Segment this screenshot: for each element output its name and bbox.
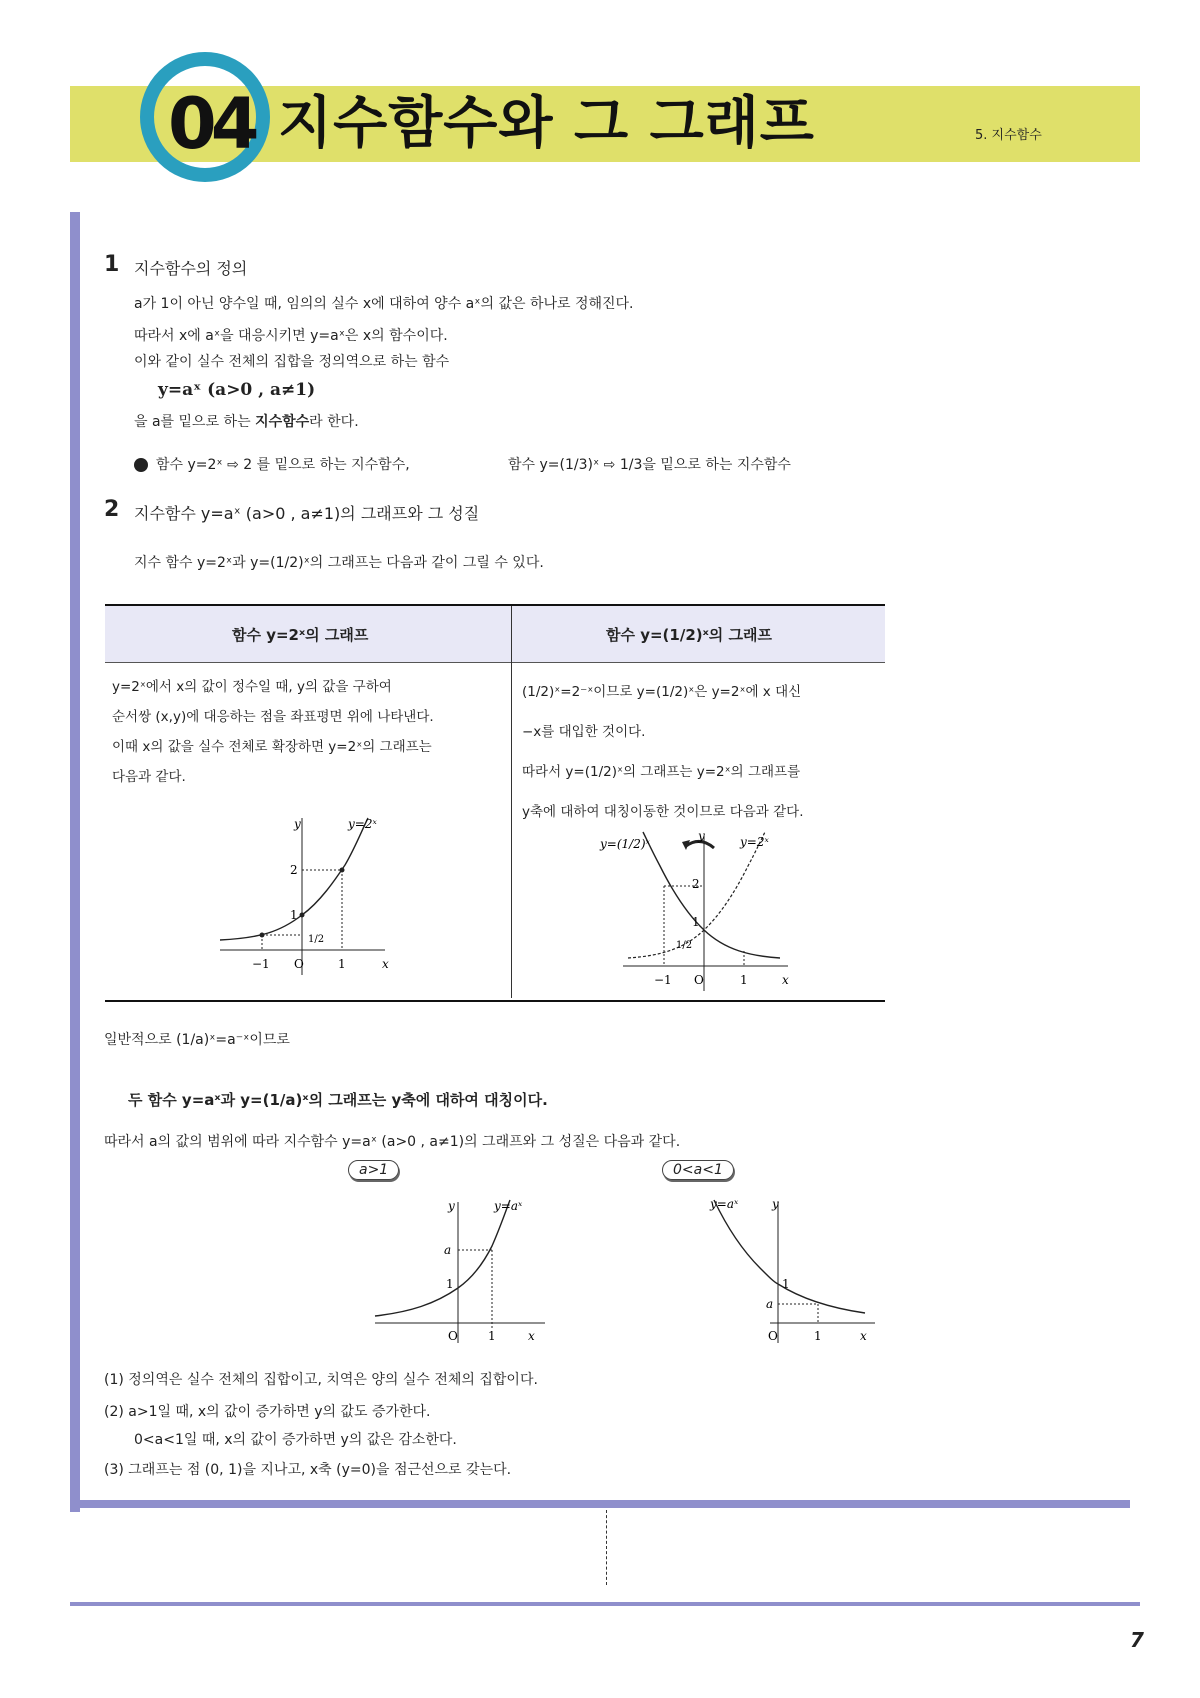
origin: O [768,1329,778,1343]
graph-a-less-1 [700,1188,880,1348]
chapter-number: 04 [168,83,254,165]
section2-number: 2 [104,497,120,522]
graph-half-to-x [598,826,798,996]
property-2: (2) a>1일 때, x의 값이 증가하면 y의 값도 증가한다. [104,1404,431,1420]
left-line: 다음과 같다. [112,769,186,785]
tick-y1: 1 [692,915,700,929]
section1-line4 [134,412,359,432]
tick-1: 1 [782,1277,790,1291]
example-part2: 함수 y=(1/3)ˣ ⇨ 1/3을 밑으로 하는 지수함수 [508,457,791,473]
graph-table-divider [511,606,512,998]
tick-y2: 2 [692,877,700,891]
bottom-margin-bar [70,1500,1130,1508]
tick-half: 1/2 [308,934,325,945]
point-0 [300,913,305,918]
tick-y2: 2 [290,863,298,877]
curve-a-to-x [375,1200,510,1316]
tick-xneg: −1 [654,973,672,987]
left-line: 순서쌍 (x,y)에 대응하는 점을 좌표평면 위에 나타낸다. [112,709,434,725]
y-axis-label: y [698,829,705,843]
section2-intro: 지수 함수 y=2ˣ과 y=(1/2)ˣ의 그래프는 다음과 같이 그릴 수 있다. [134,555,544,571]
example-part1: 함수 y=2ˣ ⇨ 2 를 밑으로 하는 지수함수, [156,457,410,473]
section1-line3: 이와 같이 실수 전체의 집합을 정의역으로 하는 함수 [134,354,450,370]
origin: O [448,1329,458,1343]
curve-label: y=aˣ [710,1197,739,1211]
section2-title: 지수함수 y=aˣ (a>0 , a≠1)의 그래프와 그 성질 [134,504,480,523]
general-line1: 일반적으로 (1/a)ˣ=a⁻ˣ이므로 [104,1032,290,1048]
curve-label: y=2ˣ [348,817,377,831]
example-bullet-icon [134,458,148,472]
center-dashed-line [606,1510,607,1585]
case-label-a-gt-1: a>1 [348,1160,399,1180]
tick-a: a [766,1297,774,1311]
curve-label: y=aˣ [494,1199,523,1213]
section1-number: 1 [104,252,120,277]
right-line: −x를 대입한 것이다. [522,724,646,740]
general-bold-statement: 두 함수 y=aˣ과 y=(1/a)ˣ의 그래프는 y축에 대하여 대칭이다. [128,1091,548,1109]
line4-bold: 지수함수 [255,414,310,430]
section1-title: 지수함수의 정의 [134,259,248,278]
right-line: 따라서 y=(1/2)ˣ의 그래프는 y=2ˣ의 그래프를 [522,764,801,780]
tick-x1: 1 [740,973,748,987]
section1-line1: a가 1이 아닌 양수일 때, 임의의 실수 x에 대하여 양수 aˣ의 값은 하나로 정해진다. [134,296,634,312]
tick-y1: 1 [290,908,298,922]
tick-x1: 1 [338,957,346,971]
tick-x1: 1 [488,1329,496,1343]
point-neg1 [260,933,265,938]
curve-a-to-x [714,1200,865,1313]
x-axis-label: x [782,973,789,987]
property-3: (3) 그래프는 점 (0, 1)을 지나고, x축 (y=0)을 점근선으로 갖는다. [104,1462,512,1478]
tick-half: 1/2 [676,940,693,951]
table-right-text [522,672,804,832]
line4-pre: 을 a를 밑으로 하는 [134,414,256,430]
tick-x1: 1 [814,1329,822,1343]
left-line: y=2ˣ에서 x의 값이 정수일 때, y의 값을 구하여 [112,679,392,695]
property-1: (1) 정의역은 실수 전체의 집합이고, 치역은 양의 실수 전체의 집합이다. [104,1372,538,1388]
graph-a-greater-1 [370,1188,560,1348]
y-axis-label: y [772,1197,779,1211]
origin: O [694,973,704,987]
x-axis-label: x [382,957,389,971]
x-axis-label: x [860,1329,867,1343]
y-axis-label: y [294,817,301,831]
y-axis-label: y [448,1199,455,1213]
origin: O [294,957,304,971]
right-line: (1/2)ˣ=2⁻ˣ이므로 y=(1/2)ˣ은 y=2ˣ에 x 대신 [522,684,802,700]
point-1 [340,868,345,873]
curve-right-label: y=2ˣ [740,835,769,849]
tick-xneg: −1 [252,957,270,971]
table-head-left: 함수 y=2ˣ의 그래프 [232,626,369,644]
section-label: 5. 지수함수 [975,128,1042,143]
x-axis-label: x [528,1329,535,1343]
table-left-text [112,672,434,792]
definition-formula: y=aˣ (a>0 , a≠1) [158,380,316,400]
left-line: 이때 x의 값을 실수 전체로 확장하면 y=2ˣ의 그래프는 [112,739,432,755]
right-line: y축에 대하여 대칭이동한 것이므로 다음과 같다. [522,804,804,820]
table-head-right: 함수 y=(1/2)ˣ의 그래프 [606,626,772,644]
case-label-a-lt-1: 0<a<1 [662,1160,734,1180]
tick-1: 1 [446,1277,454,1291]
footer-line [70,1602,1140,1606]
general-line2: 따라서 a의 값의 범위에 따라 지수함수 y=aˣ (a>0 , a≠1)의 그래프와 그 성질은 다음과 같다. [104,1134,681,1150]
property-2b: 0<a<1일 때, x의 값이 증가하면 y의 값은 감소한다. [134,1432,457,1448]
graph-2-to-x [210,810,400,980]
chapter-title: 지수함수와 그 그래프 [278,91,815,156]
left-margin-bar [70,212,80,1512]
tick-a: a [444,1243,452,1257]
curve-left-label: y=(1/2)ˣ [600,837,650,851]
section1-line2: 따라서 x에 aˣ을 대응시키면 y=aˣ은 x의 함수이다. [134,328,448,344]
line4-post: 라 한다. [309,414,359,430]
page-number: 7 [1130,1628,1144,1652]
